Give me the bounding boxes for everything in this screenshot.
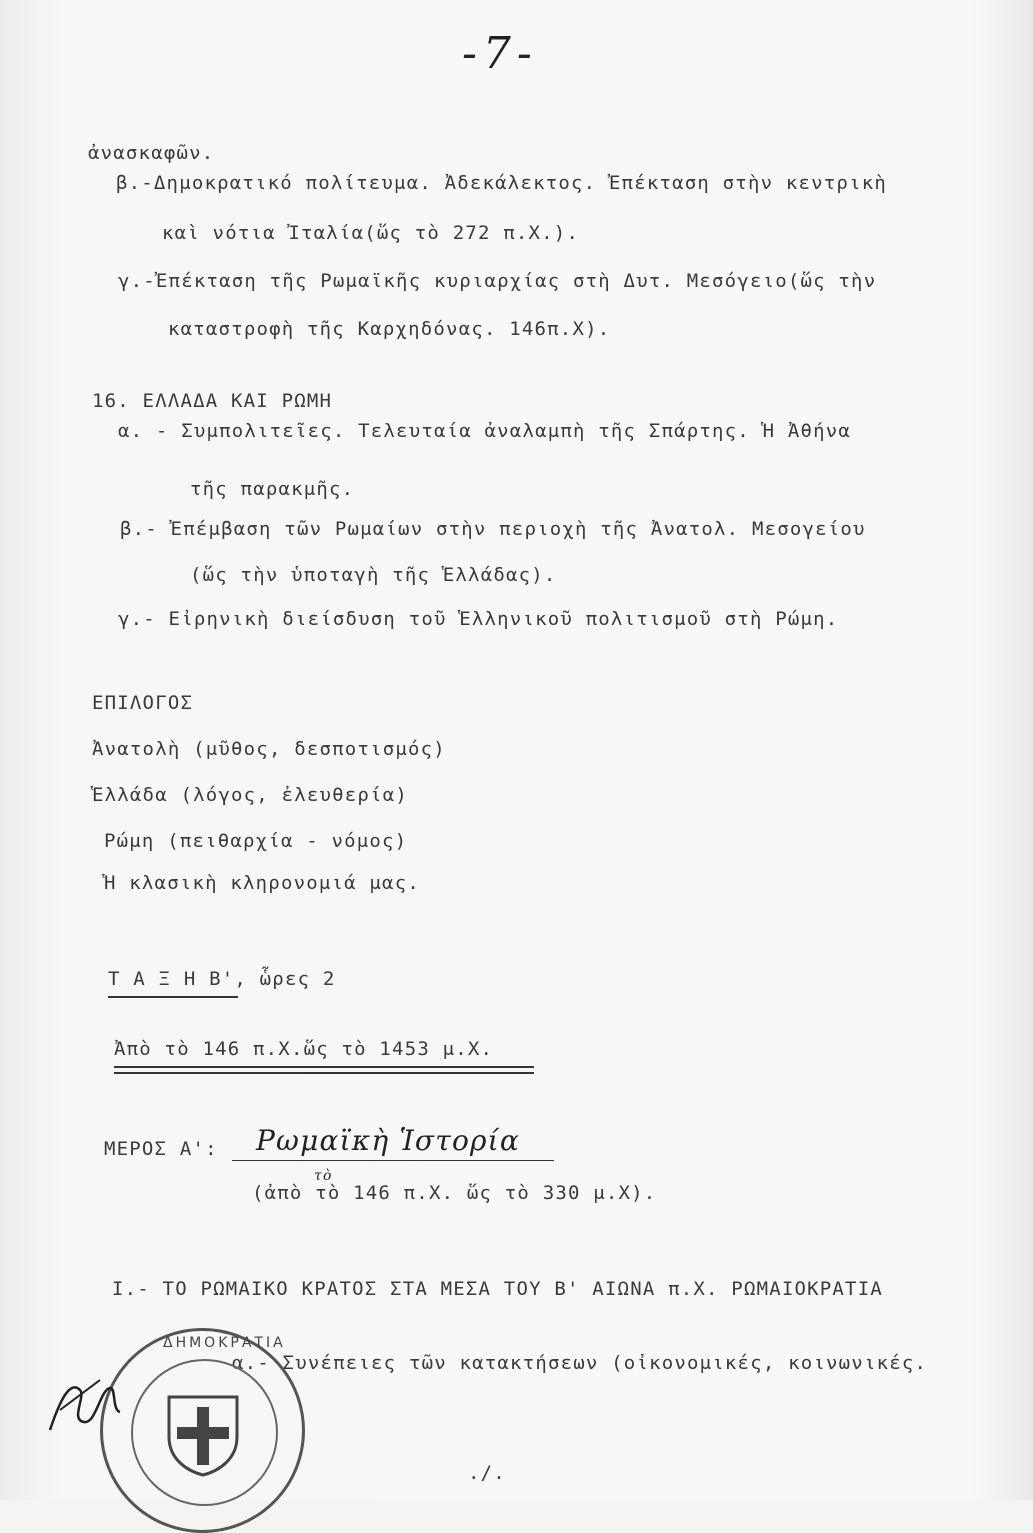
greek-coat-of-arms-icon: [165, 1393, 241, 1477]
page-number: -7-: [462, 28, 538, 79]
text-line: ἀνασκαφῶν.: [88, 142, 215, 164]
text-line: (ἀπὸ τὸ 146 π.Χ. ὥς τὸ 330 μ.Χ).: [252, 1182, 657, 1204]
text-line: β.-Δημοκρατικό πολίτευμα. Ἀδεκάλεκτος. Ἐπέκταση στὴν κεντρικὴ: [116, 172, 887, 194]
underline: [114, 1066, 534, 1068]
chapter-heading: I.- ΤΟ ΡΩΜΑΙΚΟ ΚΡΑΤΟΣ ΣΤΑ ΜΕΣΑ ΤΟΥ Β' ΑΙΩΝΑ π.Χ. ΡΩΜΑΙΟΚΡΑΤΙΑ: [112, 1278, 883, 1300]
part-heading: ΜΕΡΟΣ Α':: [104, 1138, 218, 1160]
text-line: γ.-Ἐπέκταση τῆς Ρωμαϊκῆς κυριαρχίας στὴ Δυτ. Μεσόγειο(ὥς τὴν: [118, 270, 877, 292]
handwritten-title: Ρωμαϊκὴ Ἱστορία: [256, 1124, 520, 1157]
handwritten-insert: τὸ: [314, 1168, 333, 1184]
continuation-mark: ./.: [468, 1462, 506, 1484]
text-line: β.- Ἐπέμβαση τῶν Ρωμαίων στὴν περιοχὴ τῆς Ἀνατολ. Μεσογείου: [120, 518, 866, 540]
underline: [114, 1072, 534, 1074]
period-heading: Ἀπὸ τὸ 146 π.Χ.ὥς τὸ 1453 μ.Χ.: [114, 1038, 494, 1060]
section-heading: ΕΠΙΛΟΓΟΣ: [92, 692, 194, 714]
text-line: α. - Συμπολιτεῖες. Τελευταία ἀναλαμπὴ τῆς Σπάρτης. Ἡ Ἀθήνα: [118, 420, 852, 442]
text-line: Ἡ κλασικὴ κληρονομιά μας.: [104, 872, 420, 894]
official-stamp: [100, 1328, 305, 1533]
stamp-text: ΔΗΜΟΚΡΑΤΙΑ: [163, 1335, 286, 1351]
text-line: Ρώμη (πειθαρχία - νόμος): [104, 830, 408, 852]
text-line: καταστροφὴ τῆς Καρχηδόνας. 146π.Χ).: [168, 318, 611, 340]
signature-icon: [40, 1360, 130, 1450]
text-line: καὶ νότια Ἰταλία(ὥς τὸ 272 π.Χ.).: [162, 222, 580, 244]
text-line: (ὥς τὴν ὑποταγὴ τῆς Ἑλλάδας).: [190, 564, 557, 586]
text-line: γ.- Εἰρηνικὴ διείσδυση τοῦ Ἑλληνικοῦ πολιτισμοῦ στὴ Ρώμη.: [118, 608, 839, 630]
text-line: α.- Συνέπειες τῶν κατακτήσεων (οἰκονομικές, κοινωνικές.: [232, 1352, 928, 1374]
text-line: Ἑλλάδα (λόγος, ἐλευθερία): [92, 784, 408, 806]
section-heading: 16. ΕΛΛΑΔΑ ΚΑΙ ΡΩΜΗ: [92, 390, 333, 412]
underline: [232, 1160, 554, 1161]
class-heading: Τ Α Ξ Η Β', ὧρες 2: [108, 968, 336, 990]
text-line: τῆς παρακμῆς.: [190, 478, 355, 500]
text-line: Ἀνατολὴ (μῦθος, δεσποτισμός): [92, 738, 446, 760]
underline: [108, 996, 238, 998]
